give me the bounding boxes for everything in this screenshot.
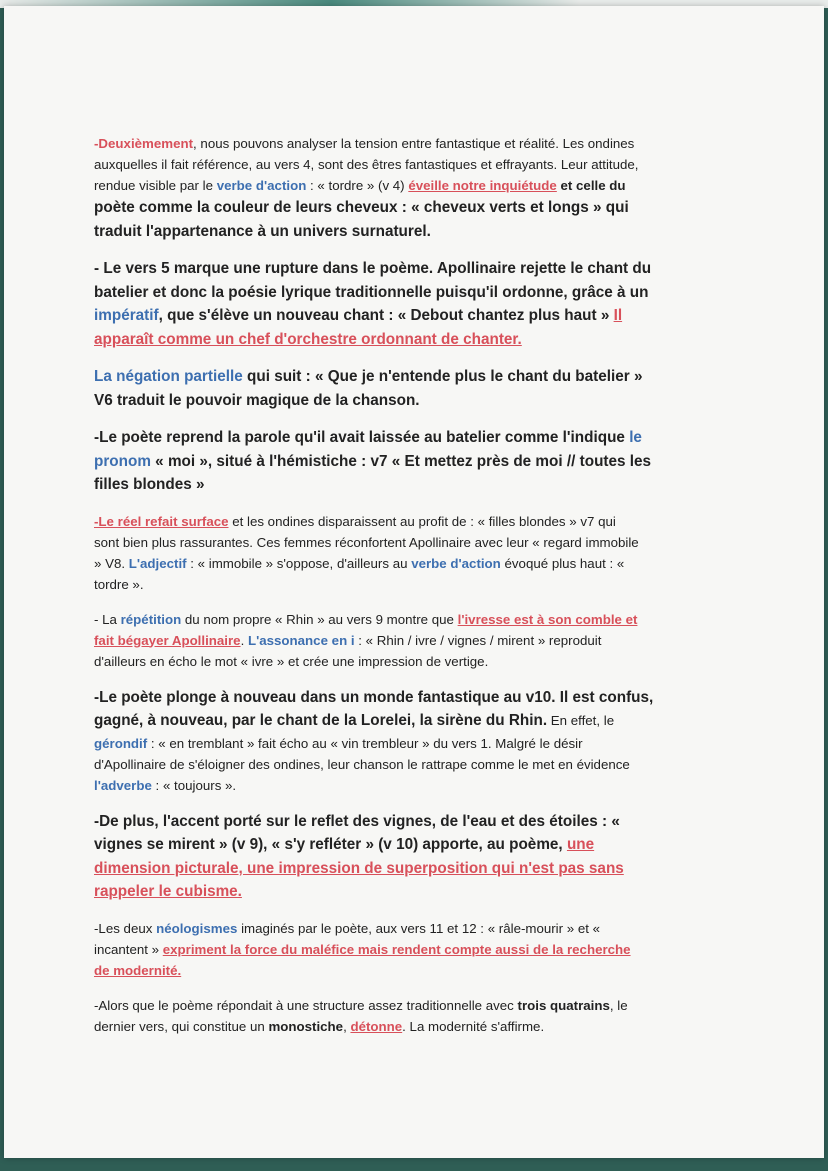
paragraph (94, 257, 734, 351)
text-line (94, 133, 734, 154)
text-segment: : « en tremblant » fait écho au « vin trembleur » du vers 1. Malgré le désir (147, 735, 583, 751)
underlined-key-phrase: Il (613, 307, 623, 324)
text-line (94, 304, 734, 328)
underlined-key-phrase: apparaît comme un chef d'orchestre ordonnant de chanter. (94, 330, 522, 348)
document-body (94, 133, 734, 1051)
text-segment: V6 traduit le pouvoir magique de la chanson. (94, 391, 420, 409)
text-line (94, 450, 734, 474)
text-line (94, 532, 734, 553)
highlight-red: -Deuxièmement (94, 136, 194, 151)
text-line (94, 196, 734, 220)
text-line (94, 365, 734, 389)
text-segment: qui suit : « Que je n'entende plus le chant du batelier » (242, 368, 643, 385)
text-segment: -De plus, l'accent porté sur le reflet des vignes, de l'eau et des étoiles : « (94, 812, 620, 830)
text-segment: : « tordre » (v 4) (306, 178, 409, 193)
text-line (94, 651, 734, 672)
text-line (94, 810, 734, 834)
text-segment: tordre ». (94, 576, 144, 592)
text-line (94, 1016, 734, 1037)
text-line (94, 754, 734, 775)
underlined-key-phrase: une (566, 836, 595, 853)
underlined-key-phrase: éveille notre inquiétude (408, 178, 557, 193)
underlined-key-phrase: expriment la force du maléfice mais rendent compte aussi de la recherche (162, 941, 631, 957)
text-segment: » V8. (94, 555, 129, 571)
paragraph (94, 365, 734, 412)
paragraph (94, 810, 734, 904)
text-line (94, 833, 734, 857)
underlined-key-phrase: rappeler le cubisme. (94, 883, 242, 900)
text-line (94, 553, 734, 574)
text-segment: , le (609, 997, 628, 1013)
text-segment: traduit l'appartenance à un univers surnaturel. (94, 222, 431, 240)
text-segment: -Alors que le poème répondait à une structure assez traditionnelle avec (94, 997, 518, 1013)
text-line (94, 154, 734, 175)
text-segment: dernier vers, qui constitue un (94, 1018, 269, 1034)
text-line (94, 918, 734, 939)
grammar-term: impératif (94, 307, 159, 324)
text-segment: , que s'élève un nouveau chant : « Debout chantez plus haut » (158, 307, 614, 324)
underlined-key-phrase: -Le réel refait surface (94, 513, 229, 529)
text-segment: , nous pouvons analyser la tension entre fantastique et réalité. Les ondines (193, 136, 635, 151)
text-line (94, 733, 734, 754)
text-segment: et les ondines disparaissent au profit de : « filles blondes » v7 qui (228, 513, 616, 529)
text-segment: -Le poète plonge à nouveau dans un monde fantastique au v10. Il est confus, (94, 688, 654, 706)
text-line (94, 775, 734, 796)
text-segment: gagné, à nouveau, par le chant de la Lorelei, la sirène du Rhin. (94, 712, 548, 729)
underlined-key-phrase: l'ivresse est à son comble et (457, 611, 638, 627)
text-line (94, 880, 734, 904)
text-line (94, 426, 734, 450)
underlined-key-phrase: de modernité. (94, 962, 182, 978)
underlined-key-phrase: fait bégayer Apollinaire (94, 632, 241, 648)
paragraph (94, 511, 734, 595)
text-segment: auxquelles il fait référence, au vers 4, sont des êtres fantastiques et effrayants. Leur attitude, (94, 157, 639, 172)
grammar-term: l'adverbe (94, 777, 152, 793)
text-line (94, 175, 734, 196)
text-segment: . La modernité s'affirme. (402, 1018, 545, 1034)
grammar-term: verbe d'action (216, 178, 307, 193)
text-segment: -Le poète reprend la parole qu'il avait laissée au batelier comme l'indique (94, 429, 630, 446)
text-line (94, 473, 734, 497)
bold-text: et celle du (556, 178, 626, 193)
text-segment: imaginés par le poète, aux vers 11 et 12 : « râle-mourir » et « (237, 920, 601, 936)
text-line (94, 511, 734, 532)
text-line (94, 939, 734, 960)
paragraph (94, 686, 734, 796)
text-segment: sont bien plus rassurantes. Ces femmes réconfortent Apollinaire avec leur « regard immobile (94, 534, 639, 550)
text-segment: « moi », situé à l'hémistiche : v7 « Et mettez près de moi // toutes les (150, 452, 652, 470)
grammar-term: L'assonance en i (247, 632, 355, 648)
grammar-term: La négation partielle (94, 368, 243, 385)
text-segment: . (240, 632, 248, 648)
text-segment: -Les deux (94, 920, 157, 936)
paragraph (94, 133, 734, 243)
grammar-term: néologismes (156, 920, 238, 936)
paragraph (94, 426, 734, 497)
text-segment: : « immobile » s'oppose, d'ailleurs au (186, 555, 412, 571)
text-line (94, 995, 734, 1016)
text-line (94, 960, 734, 981)
text-line (94, 686, 734, 710)
text-segment: poète comme la couleur de leurs cheveux : « cheveux verts et longs » qui (94, 199, 629, 216)
paragraph (94, 995, 734, 1037)
text-segment: incantent » (94, 941, 163, 957)
text-segment: filles blondes » (94, 476, 205, 493)
text-line (94, 328, 734, 352)
text-segment: évoqué plus haut : « (500, 555, 625, 571)
text-segment: batelier et donc la poésie lyrique traditionnelle puisqu'il ordonne, grâce à un (94, 283, 649, 301)
grammar-term: le (629, 429, 642, 446)
text-segment: - La (94, 611, 121, 627)
bold-text: monostiche (268, 1018, 344, 1034)
text-line (94, 257, 734, 281)
text-segment: d'Apollinaire de s'éloigner des ondines, leur chanson le rattrape comme le met en évidence (94, 756, 630, 772)
text-segment: , (343, 1018, 351, 1034)
text-line (94, 630, 734, 651)
bold-text: trois quatrains (517, 997, 610, 1013)
text-line (94, 389, 734, 413)
grammar-term: verbe d'action (411, 555, 501, 571)
text-segment: vignes se mirent » (v 9), « s'y refléter » (v 10) apporte, au poème, (94, 836, 567, 853)
text-segment: : « Rhin / ivre / vignes / mirent » reproduit (354, 632, 602, 648)
paragraph (94, 918, 734, 981)
grammar-term: gérondif (94, 735, 148, 751)
paragraph (94, 609, 734, 672)
text-line (94, 609, 734, 630)
text-line (94, 281, 734, 305)
text-line (94, 857, 734, 881)
text-line (94, 574, 734, 595)
text-segment: du nom propre « Rhin » au vers 9 montre que (181, 611, 458, 627)
text-line (94, 220, 734, 244)
text-segment: : « toujours ». (151, 777, 237, 793)
grammar-term: répétition (120, 611, 182, 627)
grammar-term: L'adjectif (128, 555, 187, 571)
text-line (94, 709, 734, 733)
text-segment: rendue visible par le (94, 178, 217, 193)
underlined-key-phrase: détonne (350, 1018, 403, 1034)
text-segment: - Le vers 5 marque une rupture dans le poème. Apollinaire rejette le chant du (94, 260, 652, 277)
grammar-term: pronom (94, 452, 151, 470)
underlined-key-phrase: dimension picturale, une impression de superposition qui n'est pas sans (94, 859, 624, 877)
text-segment: En effet, le (547, 713, 615, 728)
text-segment: d'ailleurs en écho le mot « ivre » et crée une impression de vertige. (94, 653, 489, 669)
